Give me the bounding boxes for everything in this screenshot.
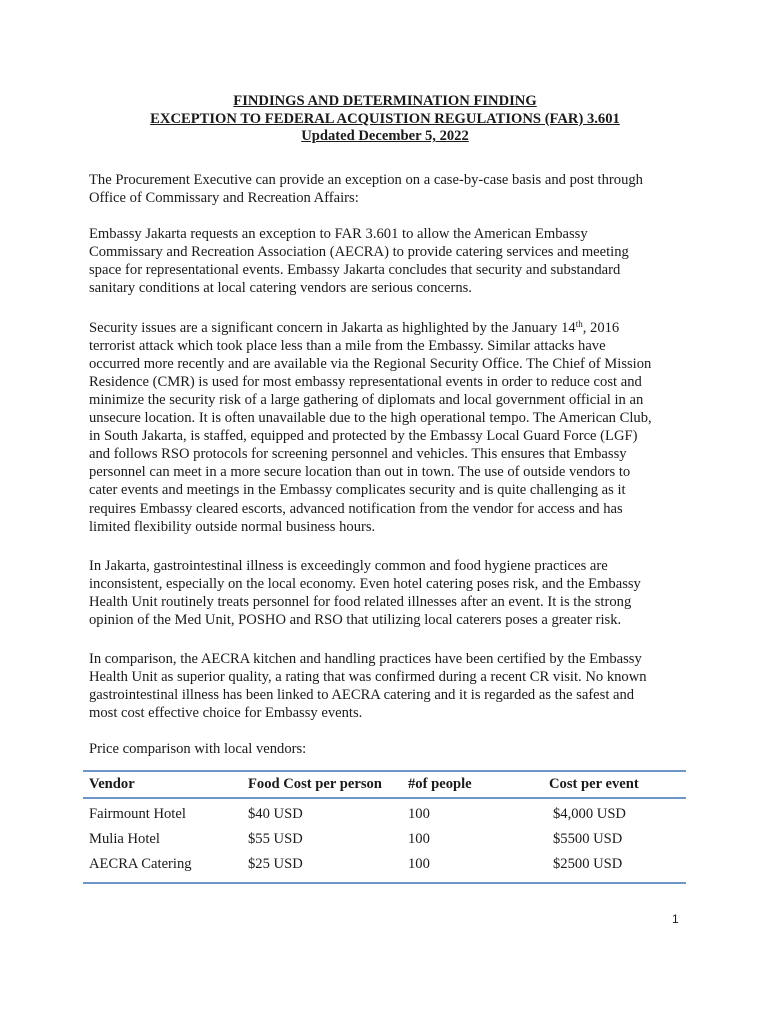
paragraph-exception-request: [89, 225, 681, 297]
text-line: In Jakarta, gastrointestinal illness is exceedingly common and food hygiene practices are: [89, 557, 608, 574]
cell-people: 100: [408, 806, 430, 822]
text-segment: , 2016: [582, 319, 620, 336]
table-row: [83, 798, 686, 827]
cell-people: 100: [408, 856, 430, 872]
document-title: [0, 93, 770, 146]
price-comparison-table-container: [83, 770, 686, 884]
title-line-2: EXCEPTION TO FEDERAL ACQUISTION REGULATIONS (FAR) 3.601: [150, 110, 620, 127]
cell-vendor: Fairmount Hotel: [89, 806, 186, 822]
text-line: occurred more recently and are available via the Regional Security Office. The Chief of Mission: [89, 355, 652, 372]
text-line: personnel can meet in a more secure location than out in town. The use of outside vendors to: [89, 464, 631, 481]
text-line: Health Unit as superior quality, a rating that was confirmed during a recent CR visit. No known: [89, 669, 647, 686]
text-line: minimize the security risk of a large gathering of diplomats and local government official in an: [89, 391, 644, 408]
title-line-3-updated-date: Updated December 5, 2022: [301, 128, 469, 145]
paragraph-security-issues: [89, 319, 681, 536]
cell-vendor: AECRA Catering: [89, 856, 192, 872]
text-line: Embassy Jakarta requests an exception to FAR 3.601 to allow the American Embassy: [89, 226, 588, 243]
text-line: and follows RSO protocols for screening personnel and vehicles. This ensures that Embassy: [89, 446, 627, 463]
title-line-1: FINDINGS AND DETERMINATION FINDING: [233, 93, 537, 109]
cell-food-cost: $25 USD: [248, 856, 303, 872]
text-line: unsecure location. It is often unavailable due to the high operational tempo. The American Club,: [89, 410, 652, 427]
cell-cost-per-event: $2500 USD: [553, 856, 623, 872]
text-line: gastrointestinal illness has been linked to AECRA catering and it is regarded as the safest and: [89, 687, 635, 704]
text-line: cater events and meetings in the Embassy complicates security and is quite challenging as it: [89, 482, 626, 499]
text-line: space for representational events. Embassy Jakarta concludes that security and substandard: [89, 262, 621, 279]
text-line: [89, 319, 681, 337]
cell-food-cost: $40 USD: [248, 806, 303, 822]
text-line: most cost effective choice for Embassy events.: [89, 705, 363, 722]
text-line: opinion of the Med Unit, POSHO and RSO that utilizing local caterers poses a greater risk.: [89, 611, 622, 628]
text-line: in South Jakarta, is staffed, equipped and protected by the Embassy Local Guard Force (LGF): [89, 428, 638, 445]
text-line: Residence (CMR) is used for most embassy representational events in order to reduce cost and: [89, 373, 642, 390]
table-header-row: [83, 771, 686, 798]
text-line: The Procurement Executive can provide an exception on a case-by-case basis and post through: [89, 172, 643, 188]
column-header-people: #of people: [408, 776, 472, 792]
text-line: sanitary conditions at local catering vendors are serious concerns.: [89, 280, 472, 297]
cell-people: 100: [408, 831, 430, 847]
paragraph-aecra-comparison: [89, 650, 681, 722]
ordinal-suffix: th: [575, 318, 583, 329]
paragraph-procurement-executive: [89, 171, 681, 207]
cell-cost-per-event: $5500 USD: [553, 831, 623, 847]
text-line: inconsistent, especially on the local economy. Even hotel catering poses risk, and the Embassy: [89, 575, 641, 592]
paragraph-price-comparison-intro: [89, 740, 681, 758]
text-line: requires Embassy cleared escorts, advanced notification from the vendor for access and has: [89, 500, 623, 517]
text-line: Price comparison with local vendors:: [89, 741, 307, 758]
text-line: Office of Commissary and Recreation Affairs:: [89, 190, 359, 207]
price-comparison-table: [83, 770, 686, 884]
text-line: Commissary and Recreation Association (AECRA) to provide catering services and meeting: [89, 244, 629, 261]
text-line: Health Unit routinely treats personnel for food related illnesses after an event. It is the strong: [89, 593, 632, 610]
table-row: [83, 827, 686, 852]
cell-vendor: Mulia Hotel: [89, 831, 160, 847]
column-header-cost-per-event: Cost per event: [549, 776, 639, 792]
column-header-food-cost: Food Cost per person: [248, 776, 382, 792]
document-body: [89, 171, 681, 759]
page-number: 1: [672, 912, 679, 926]
text-line: limited flexibility outside normal business hours.: [89, 518, 376, 535]
text-line: terrorist attack which took place less than a mile from the Embassy. Similar attacks have: [89, 337, 606, 354]
cell-cost-per-event: $4,000 USD: [553, 806, 626, 822]
column-header-vendor: Vendor: [89, 776, 135, 792]
paragraph-gastrointestinal-risk: [89, 557, 681, 629]
table-row: [83, 852, 686, 883]
text-segment: Security issues are a significant concern in Jakarta as highlighted by the January 14: [89, 319, 576, 336]
cell-food-cost: $55 USD: [248, 831, 303, 847]
text-line: In comparison, the AECRA kitchen and handling practices have been certified by the Embassy: [89, 651, 642, 668]
